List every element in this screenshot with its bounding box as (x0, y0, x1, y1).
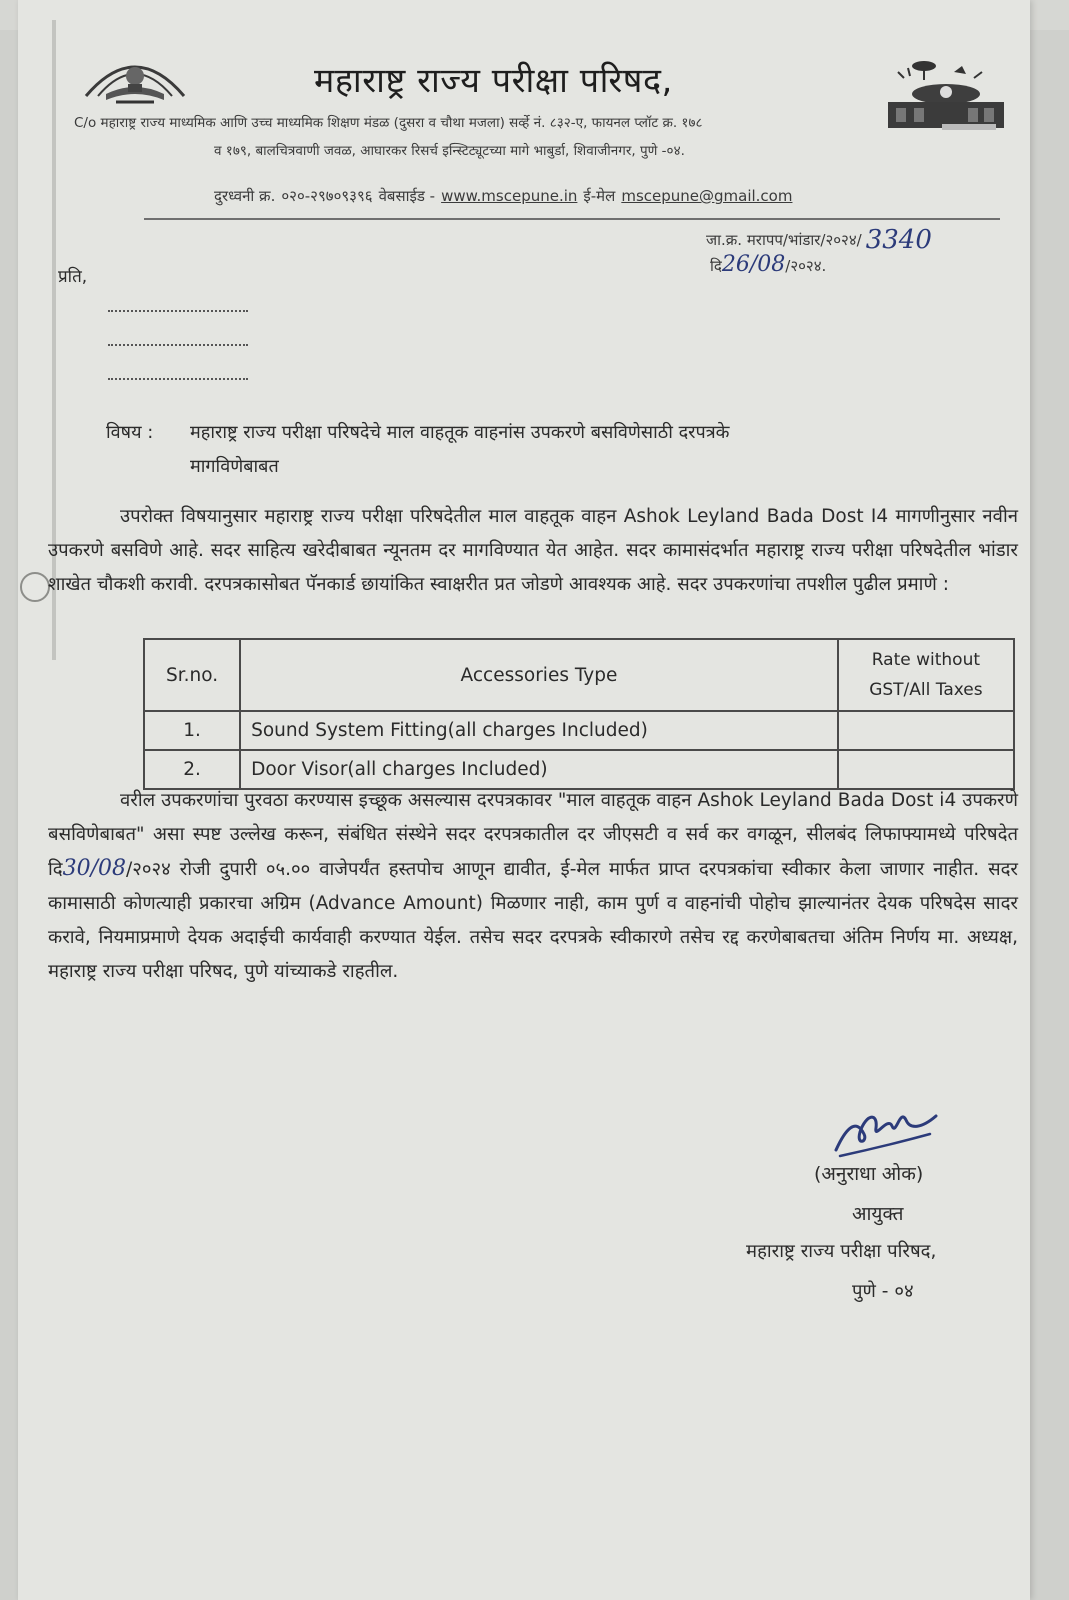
header-accessories-type: Accessories Type (240, 639, 838, 711)
addressee-blank-line (108, 376, 248, 380)
cell-srno: 2. (144, 750, 240, 789)
signatory-name: (अनुराधा ओक) (814, 1163, 924, 1185)
date-suffix: /२०२४. (785, 257, 827, 275)
header-srno: Sr.no. (144, 639, 240, 711)
council-emblem-logo (76, 46, 194, 106)
phone-number: ०२०-२९७०९३९६ (281, 187, 373, 205)
address-line-2: व १७९, बालचित्रवाणी जवळ, आघारकर रिसर्च इन्स्टिट्यूटच्या मागे भाबुर्डा, शिवाजीनगर, पुणे -०४. (214, 143, 685, 159)
cell-srno: 1. (144, 711, 240, 750)
cell-accessories-type: Door Visor(all charges Included) (240, 750, 838, 789)
organization-title: महाराष्ट्र राज्य परीक्षा परिषद, (314, 61, 673, 101)
cell-accessories-type: Sound System Fitting(all charges Included) (240, 711, 838, 750)
punch-hole (20, 572, 50, 602)
reference-number-handwritten: 3340 (865, 225, 932, 255)
reference-date (710, 252, 826, 277)
para2-text-after-date: /२०२४ रोजी दुपारी ०५.०० वाजेपर्यंत हस्तपोच आणून द्यावीत, ई-मेल मार्फत प्राप्त दरपत्रकांचा स्वीकार केला जाणार नाहीत. सदर कामासाठी कोणत्याही प्रकारचा अग्रिम (Advance Amount) मिळणार नाही, काम पुर्ण व वाहनांची पोहोच झाल्यानंतर देयक परिषदेस सादर करावे, नियमाप्रमाणे देयक अदाईची कार्यवाही करण्यात येईल. तसेच सदर दरपत्रके स्वीकारणे तसेच रद्द करणेबाबतचा अंतिम निर्णय मा. अध्यक्ष, महाराष्ट्र राज्य परीक्षा परिषद, पुणे यांच्याकडे राहतील. (48, 859, 1018, 982)
table-row (144, 711, 1014, 750)
subject-line-2: मागविणेबाबत (190, 456, 279, 477)
addressee-label: प्रति, (58, 267, 88, 287)
email-link[interactable]: mscepune@gmail.com (621, 187, 793, 205)
accessories-table (143, 638, 1015, 790)
para2-text-before-date: वरील उपकरणांचा पुरवठा करण्यास इच्छूक असल्यास दरपत्रकावर "माल वाहतूक वाहन Ashok Leyland Bada Dost i4 उपकरणे बसविणेबाबत" असा स्पष्ट उल्लेख करून, संबंधित संस्थेने सदर दरपत्रकातील दर जीएसटी व सर्व कर वगळून, सीलबंद लिफाफ्यामध्ये परिषदेत दि (48, 790, 1018, 880)
header-rate-line-2: GST/All Taxes (869, 680, 983, 700)
address-line-1: C/o महाराष्ट्र राज्य माध्यमिक आणि उच्च माध्यमिक शिक्षण मंडळ (दुसरा व चौथा मजला) सर्व्हे नं. ८३२-ए, फायनल प्लॉट क्र. १७८ (74, 115, 703, 131)
addressee-blank-line (108, 342, 248, 346)
body-paragraph-1: उपरोक्त विषयानुसार महाराष्ट्र राज्य परीक्षा परिषदेतील माल वाहतूक वाहन Ashok Leyland Bada Dost I4 मागणीनुसार नवीन उपकरणे बसविणे आहे. सदर साहित्य खरेदीबाबत न्यूनतम दर मागविण्यात येत आहेत. सदर कामासंदर्भात महाराष्ट्र राज्य परीक्षा परिषदेतील भांडार शाखेत चौकशी करावी. दरपत्रकासोबत पॅनकार्ड छायांकित स्वाक्षरीत प्रत जोडणे आवश्यक आहे. सदर उपकरणांचा तपशील पुढील प्रमाणे : (48, 506, 1018, 595)
email-label: ई-मेल (583, 187, 616, 205)
council-illustration-logo (884, 58, 1008, 136)
date-handwritten: 26/08 (721, 252, 786, 277)
subject-label: विषय : (106, 422, 154, 443)
header-rate (838, 639, 1014, 711)
date-prefix: दि (710, 257, 722, 275)
cell-rate (838, 711, 1014, 750)
phone-label: दुरध्वनी क्र. (214, 187, 276, 205)
website-link[interactable]: www.mscepune.in (441, 187, 578, 205)
signatory-designation: आयुक्त (852, 1203, 904, 1225)
addressee-blank-line (108, 308, 248, 312)
website-label: वेबसाईड - (378, 187, 436, 205)
letter-page (18, 0, 1030, 1600)
table-header-row (144, 639, 1014, 711)
para2-date-handwritten: 30/08 (62, 856, 127, 881)
signatory-organization: महाराष्ट्र राज्य परीक्षा परिषद, (746, 1241, 937, 1262)
contact-line (214, 186, 792, 206)
signature-scribble (826, 1098, 946, 1168)
reference-prefix: जा.क्र. मरापप/भांडार/२०२४/ (706, 231, 862, 249)
signatory-city: पुणे - ०४ (852, 1281, 914, 1302)
body-paragraph-2 (48, 784, 1018, 989)
reference-number (706, 222, 932, 255)
header-rate-line-1: Rate without (871, 650, 981, 670)
subject-line-1: महाराष्ट्र राज्य परीक्षा परिषदेचे माल वाहतूक वाहनांस उपकरणे बसविणेसाठी दरपत्रके (190, 422, 730, 443)
letterhead-divider (144, 218, 1000, 220)
